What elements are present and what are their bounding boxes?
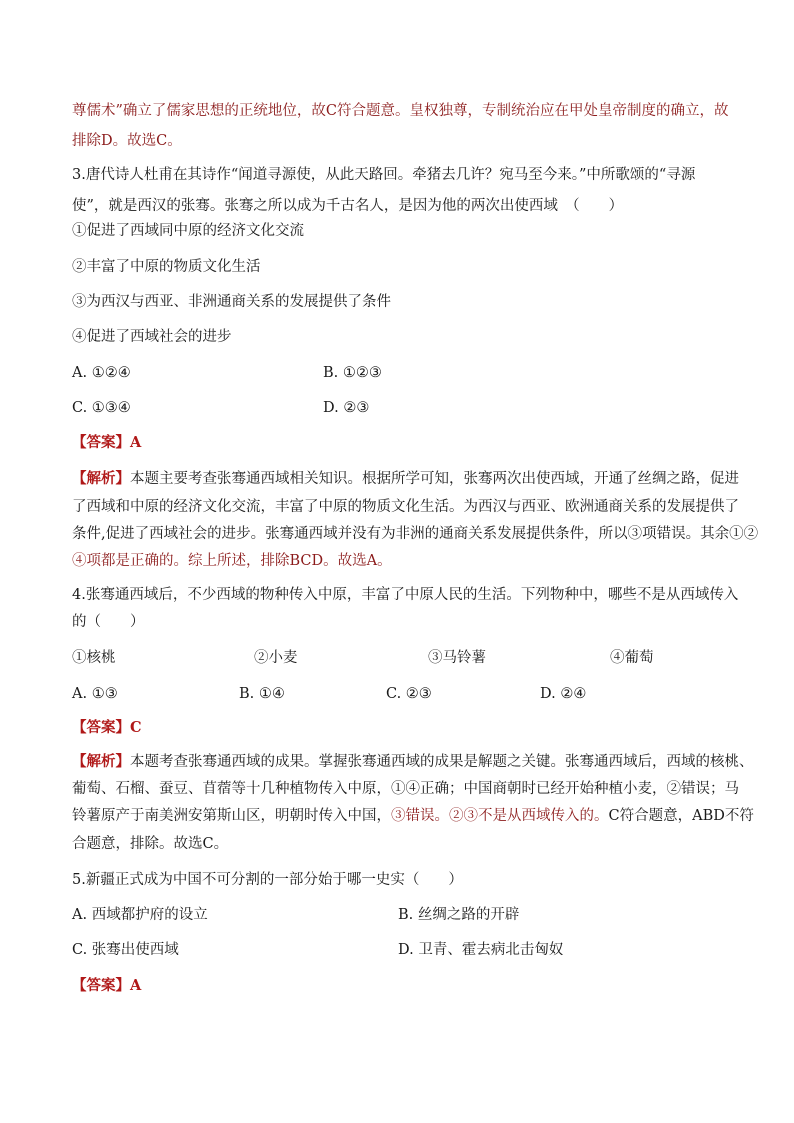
- q3-option-b: B. ①②③: [323, 365, 382, 381]
- q5-answer-value: A: [130, 977, 142, 994]
- q4-analysis-line-4: 合题意，排除。故选C。: [72, 836, 229, 852]
- q3-analysis-line-4: ④项都是正确的。综上所述，排除BCD。故选A。: [72, 553, 392, 569]
- q3-answer-tag: 【答案】: [72, 434, 130, 451]
- q3-analysis-line-3: 条件,促进了西域社会的进步。张骞通西域并没有为非洲的通商关系发展提供条件，所以③项错误。其余①②: [72, 526, 759, 542]
- q3-option-d: D. ②③: [323, 400, 370, 416]
- q3-item-3: ③为西汉与西亚、非洲通商关系的发展提供了条件: [72, 294, 391, 310]
- q4-option-a: A. ①③: [72, 686, 118, 702]
- q3-item-1: ①促进了西域同中原的经济文化交流: [72, 223, 304, 239]
- q4-analysis-text-3c: C符合题意，ABD不符: [608, 808, 754, 824]
- q4-option-b: B. ①④: [239, 686, 285, 702]
- q4-analysis-line-2: 葡萄、石榴、蚕豆、苜蓿等十几种植物传入中原，①④正确；中国商朝时已经开始种植小麦，②错误；马: [72, 781, 739, 797]
- q5-answer-tag: 【答案】: [72, 977, 130, 994]
- q3-analysis-line-1: [72, 469, 739, 489]
- prev-analysis-line-1: 尊儒术”确立了儒家思想的正统地位，故C符合题意。皇权独尊，专制统治应在甲处皇帝制度的确立，故: [72, 103, 729, 119]
- q4-item-3: ③马铃薯: [428, 650, 486, 666]
- q4-option-c: C. ②③: [386, 686, 432, 702]
- q4-option-d: D. ②④: [540, 686, 587, 702]
- q3-analysis-tag: 【解析】: [72, 470, 130, 487]
- q3-option-a: A. ①②④: [72, 365, 131, 381]
- q4-answer: [72, 718, 142, 738]
- q3-analysis-text-1: 本题主要考查张骞通西域相关知识。根据所学可知，张骞两次出使西域，开通了丝绸之路，促进: [130, 471, 739, 487]
- q3-stem-line-1: 3.唐代诗人杜甫在其诗作“闻道寻源使，从此天路回。牵猪去几许？宛马至今来。”中所歌颂的“寻源: [72, 167, 696, 183]
- q3-analysis-line-2: 了西域和中原的经济文化交流，丰富了中原的物质文化生活。为西汉与西亚、欧洲通商关系的发展提供了: [72, 499, 739, 515]
- q3-answer: [72, 433, 141, 453]
- q4-answer-tag: 【答案】: [72, 719, 130, 736]
- q4-analysis-tag: 【解析】: [72, 753, 130, 770]
- q4-analysis-text-1: 本题考查张骞通西域的成果。掌握张骞通西域的成果是解题之关键。张骞通西域后，西域的核桃、: [130, 754, 754, 770]
- q4-stem-line-1: 4.张骞通西域后，不少西域的物种传入中原，丰富了中原人民的生活。下列物种中，哪些不是从西域传入: [72, 587, 739, 603]
- q3-item-4: ④促进了西域社会的进步: [72, 329, 232, 345]
- q4-stem-line-2: 的（ ）: [72, 614, 145, 630]
- q4-item-1: ①核桃: [72, 650, 116, 666]
- q5-stem: 5.新疆正式成为中国不可分割的一部分始于哪一史实（ ）: [72, 872, 463, 888]
- q5-option-d: D. 卫青、霍去病北击匈奴: [398, 942, 564, 958]
- q3-option-c: C. ①③④: [72, 400, 131, 416]
- q4-analysis-text-3b: ③错误。②③不是从西域传入的。: [391, 808, 609, 824]
- q3-answer-value: A: [130, 434, 142, 451]
- q4-analysis-line-3: [72, 806, 754, 826]
- q5-answer: [72, 976, 141, 996]
- q4-item-2: ②小麦: [254, 650, 298, 666]
- q3-item-2: ②丰富了中原的物质文化生活: [72, 259, 261, 275]
- q4-item-4: ④葡萄: [610, 650, 654, 666]
- q4-analysis-text-3a: 铃薯原产于南美洲安第斯山区，明朝时传入中国，: [72, 808, 391, 824]
- q3-stem-line-2: 使”，就是西汉的张骞。张骞之所以成为千古名人，是因为他的两次出使西域 （ ）: [72, 198, 624, 214]
- q4-answer-value: C: [130, 719, 142, 736]
- q4-analysis-line-1: [72, 752, 754, 772]
- prev-analysis-line-2: 排除D。故选C。: [72, 133, 182, 149]
- q5-option-a: A. 西域都护府的设立: [72, 907, 208, 923]
- q5-option-b: B. 丝绸之路的开辟: [398, 907, 520, 923]
- q5-option-c: C. 张骞出使西域: [72, 942, 179, 958]
